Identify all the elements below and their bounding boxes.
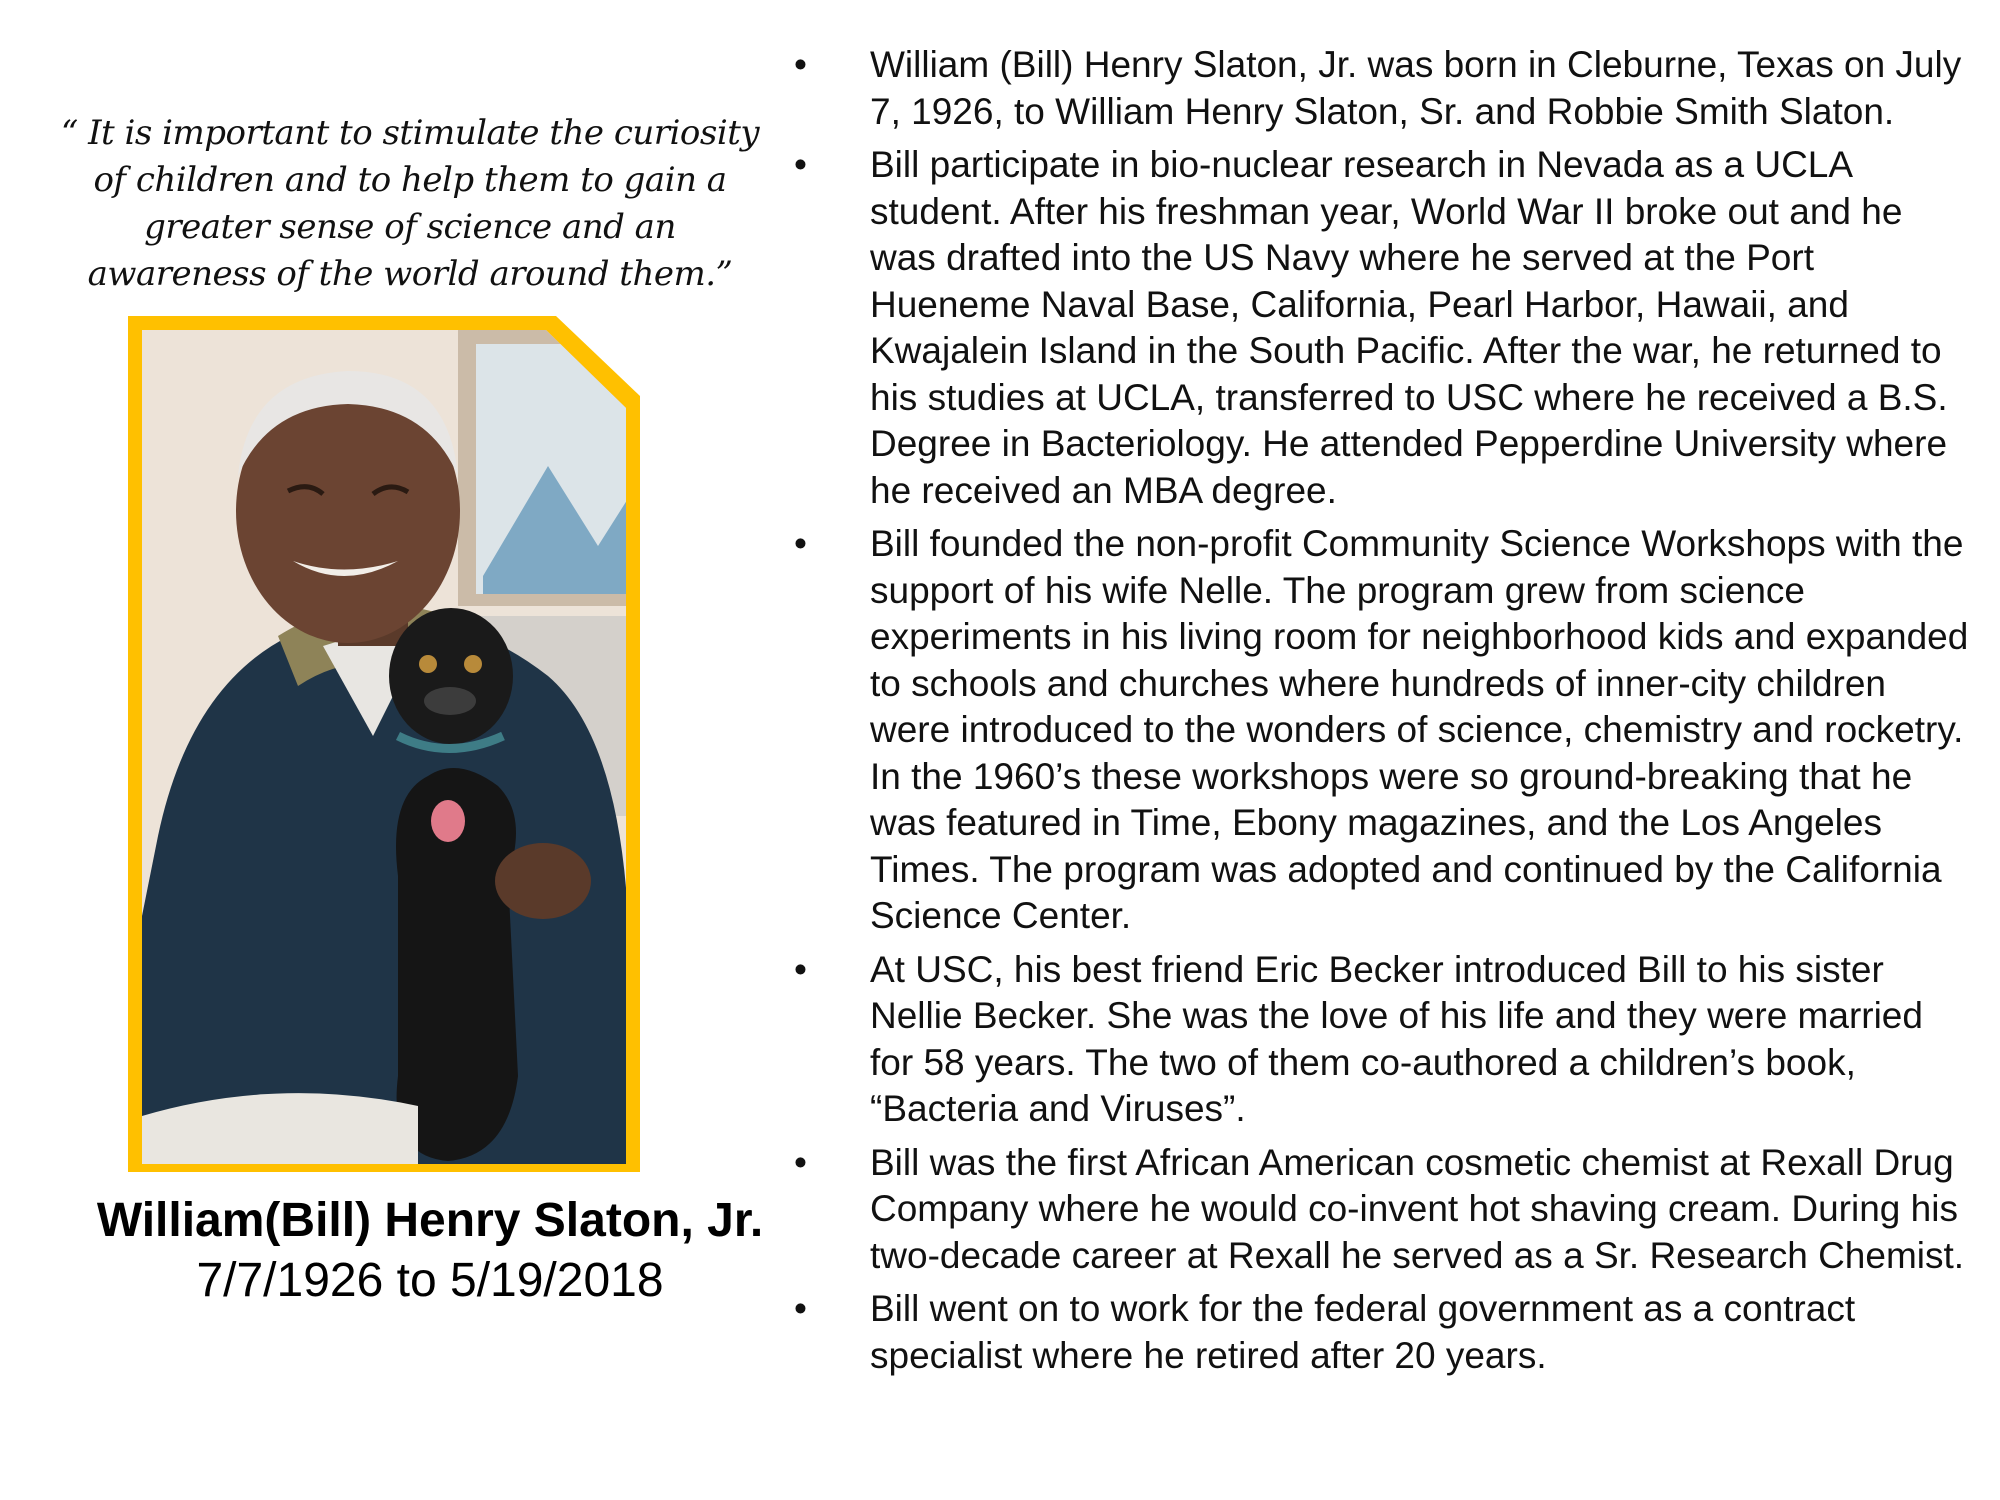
bio-text: William (Bill) Henry Slaton, Jr. was born in Cleburne, Texas on July 7, 1926, to William Henry Slaton, Sr. and Robbie Smith Slaton. xyxy=(870,44,1962,132)
caption xyxy=(70,1192,790,1310)
bio-item xyxy=(790,521,1970,940)
bio-item xyxy=(790,1140,1970,1280)
caption-name: William(Bill) Henry Slaton, Jr. xyxy=(96,1194,764,1247)
bullet-icon: • xyxy=(794,948,807,990)
bio-item xyxy=(790,42,1970,135)
bullet-icon: • xyxy=(794,44,807,85)
bio-item xyxy=(790,947,1970,1133)
bio-text: At USC, his best friend Eric Becker introduced Bill to his sister Nellie Becker. She was the love of his life and they were married for 58 years. The two of them co-authored a children’s book, “Bacteria and Viruses”. xyxy=(870,948,1923,1129)
bullet-icon: • xyxy=(794,144,807,185)
quote: “ It is important to stimulate the curiosity of children and to help them to gain a greater sense of science and an awareness of the world around them.” xyxy=(60,113,760,294)
bio-text: Bill participate in bio-nuclear research in Nevada as a UCLA student. After his freshman year, World War II broke out and he was drafted into the US Navy where he served at the Port Hueneme Naval Base, California, Pearl Harbor, Hawaii, and Kwajalein Island in the South Pacific. After the war, he returned to his studies at UCLA, transferred to USC where he received a B.S. Degree in Bacteriology. He attended Pepperdine University where he received an MBA degree. xyxy=(870,144,1948,511)
bullet-icon: • xyxy=(794,1141,807,1183)
portrait-illustration xyxy=(128,316,648,1172)
portrait-photo xyxy=(128,316,648,1172)
bullet-icon: • xyxy=(794,523,807,564)
bio-text: Bill founded the non-profit Community Science Workshops with the support of his wife Nelle. The program grew from science experiments in his living room for neighborhood kids and expanded to schools and churches where hundreds of inner-city children were introduced to the wonders of science, chemistry and rocketry. In the 1960’s these workshops were so ground-breaking that he was featured in Time, Ebony magazines, and the Los Angeles Times. The program was adopted and continued by the California Science Center. xyxy=(870,523,1969,936)
bio-text: Bill was the first African American cosmetic chemist at Rexall Drug Company where he would co-invent hot shaving cream. During his two-decade career at Rexall he served as a Sr. Research Chemist. xyxy=(870,1141,1965,1276)
bio-item xyxy=(790,142,1970,514)
bullet-icon: • xyxy=(794,1288,807,1329)
bio-item xyxy=(790,1286,1970,1379)
caption-dates: 7/7/1926 to 5/19/2018 xyxy=(196,1254,664,1307)
bio-list xyxy=(790,42,1970,1386)
bio-text: Bill went on to work for the federal government as a contract specialist where he retired after 20 years. xyxy=(870,1288,1856,1376)
